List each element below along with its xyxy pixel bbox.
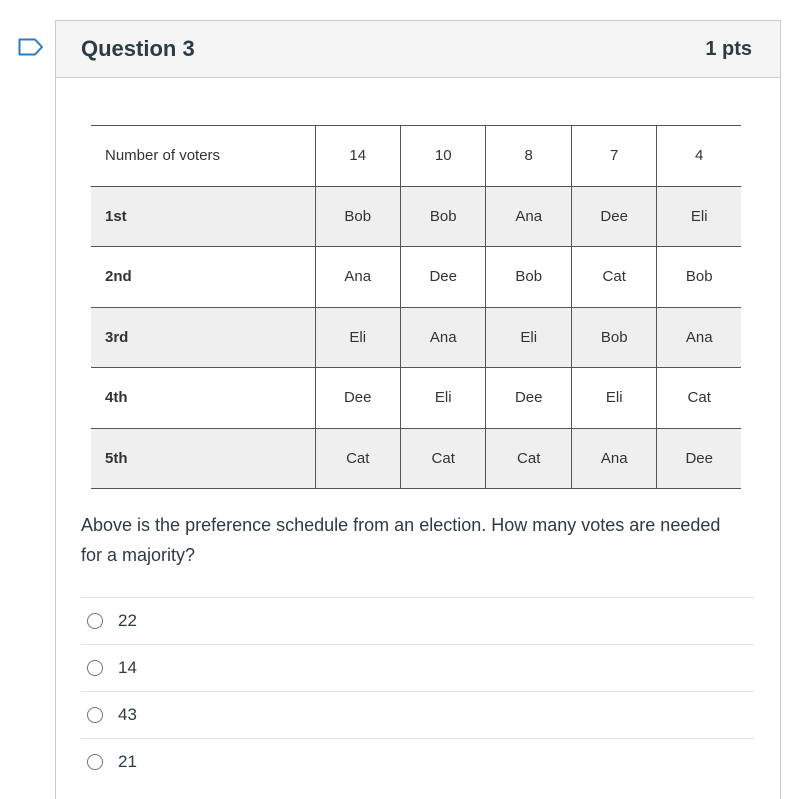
table-cell: Dee xyxy=(315,368,400,429)
table-cell: Ana xyxy=(657,307,741,368)
table-header-cell: 14 xyxy=(315,126,400,187)
table-cell: Cat xyxy=(486,428,571,489)
table-cell: Bob xyxy=(486,247,571,308)
answer-option[interactable] xyxy=(81,644,754,691)
table-cell: Cat xyxy=(571,247,656,308)
question-card xyxy=(55,20,781,799)
table-cell: Eli xyxy=(571,368,656,429)
table-cell: Ana xyxy=(400,307,485,368)
table-cell: Cat xyxy=(315,428,400,489)
table-cell: Dee xyxy=(571,186,656,247)
rank-cell: 2nd xyxy=(91,247,315,308)
table-cell: Cat xyxy=(657,368,741,429)
question-points: 1 pts xyxy=(705,37,752,60)
answer-label: 43 xyxy=(118,705,137,724)
table-cell: Ana xyxy=(315,247,400,308)
table-header-cell: 7 xyxy=(571,126,656,187)
table-cell: Dee xyxy=(400,247,485,308)
radio-button[interactable] xyxy=(87,613,103,629)
table-cell: Ana xyxy=(486,186,571,247)
table-header-cell: 10 xyxy=(400,126,485,187)
table-cell: Bob xyxy=(315,186,400,247)
radio-button[interactable] xyxy=(87,660,103,676)
preference-schedule-table xyxy=(91,125,741,489)
table-cell: Bob xyxy=(400,186,485,247)
table-cell: Bob xyxy=(657,247,741,308)
table-header-row xyxy=(91,126,741,187)
answer-list xyxy=(81,597,754,785)
table-cell: Cat xyxy=(400,428,485,489)
table-row xyxy=(91,247,741,308)
answer-label: 14 xyxy=(118,658,137,677)
radio-button[interactable] xyxy=(87,754,103,770)
table-row xyxy=(91,368,741,429)
table-header-cell: 4 xyxy=(657,126,741,187)
question-title: Question 3 xyxy=(81,36,195,61)
table-cell: Eli xyxy=(486,307,571,368)
table-cell: Bob xyxy=(571,307,656,368)
table-row xyxy=(91,186,741,247)
answer-option[interactable] xyxy=(81,691,754,738)
table-cell: Dee xyxy=(486,368,571,429)
table-row xyxy=(91,428,741,489)
table-header-cell: 8 xyxy=(486,126,571,187)
table-header-cell: Number of voters xyxy=(91,126,315,187)
answer-option[interactable] xyxy=(81,738,754,785)
rank-cell: 1st xyxy=(91,186,315,247)
table-cell: Dee xyxy=(657,428,741,489)
rank-cell: 3rd xyxy=(91,307,315,368)
table-cell: Eli xyxy=(400,368,485,429)
table-row xyxy=(91,307,741,368)
question-header xyxy=(56,21,780,78)
table-cell: Eli xyxy=(657,186,741,247)
question-prompt: Above is the preference schedule from an election. How many votes are needed for a majority? xyxy=(81,515,721,565)
answer-option[interactable] xyxy=(81,597,754,644)
answer-label: 21 xyxy=(118,752,137,771)
rank-cell: 5th xyxy=(91,428,315,489)
bookmark-flag-icon[interactable] xyxy=(18,38,44,56)
table-cell: Eli xyxy=(315,307,400,368)
rank-cell: 4th xyxy=(91,368,315,429)
radio-button[interactable] xyxy=(87,707,103,723)
table-cell: Ana xyxy=(571,428,656,489)
answer-label: 22 xyxy=(118,611,137,630)
